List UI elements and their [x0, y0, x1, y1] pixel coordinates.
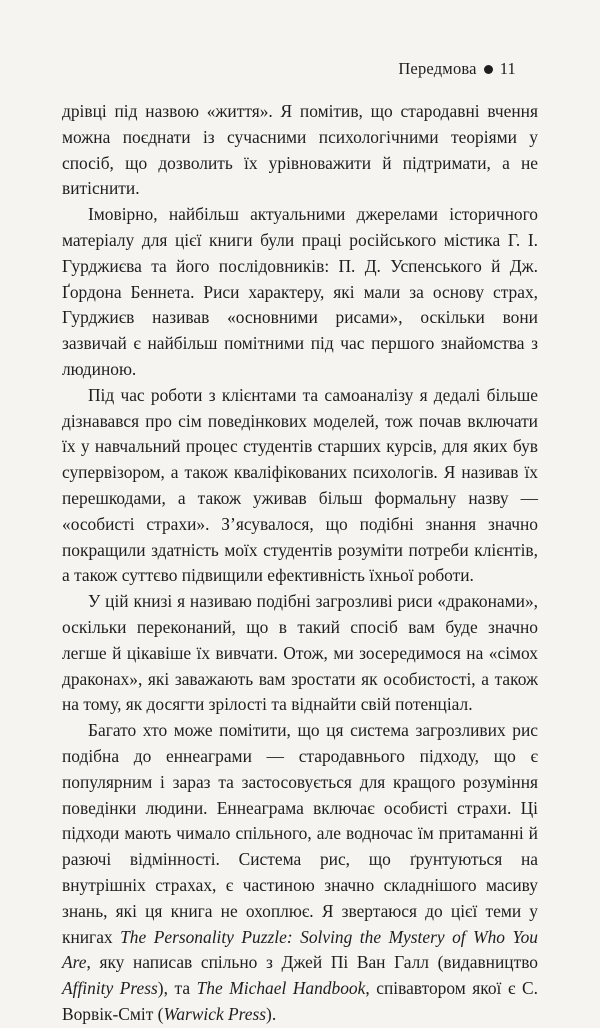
text-run: У цій книзі я називаю подібні загрозливі риси «драконами», оскільки переконаний, що в такий спосіб вам буде значно легше й цікавіше їх вивчати. Отож, ми зосередимося на «сімох драконах», які заважають вам зростати як особистості, а також на тому, як досягти зрілості та віднайти свій потенціал. — [62, 591, 538, 715]
text-run: ). — [266, 1003, 277, 1024]
text-run: Імовірно, найбільш актуальними джерелами історичного матеріалу для цієї книги були праці російського містика Г. І. Гурджиєва та його послідовників: П. Д. Успенського й Дж. Ґордона Беннета. Риси характеру, які мали за основу страх, Гурджиєв називав «основними рисами», оскільки вони зазвичай є найбільш помітними під час першого знайомства з людиною. — [62, 204, 538, 379]
italic-title: The Michael Handbook — [196, 978, 366, 999]
paragraph — [62, 718, 538, 1028]
text-run: , яку написав спільно з Джей Пі Ван Галл (видавництво — [86, 952, 538, 973]
paragraph — [62, 383, 538, 589]
body-text — [62, 99, 538, 1028]
paragraph — [62, 99, 538, 202]
text-run: , співавтором якої є С. Ворвік-Сміт ( — [62, 978, 538, 1024]
text-run: ), та — [157, 978, 197, 999]
text-run: Під час роботи з клієнтами та самоаналізу я дедалі більше дізнавався про сім поведінкових моделей, тож почав включати їх у навчальний процес студентів старших курсів, для яких був супервізором, а також кваліфікованих психологів. Я називав їх перешкодами, а також уживав більш формальну назву — «особисті страхи». З’ясувалося, що подібні знання значно покращили здатність моїх студентів розуміти потреби клієнтів, а також суттєво підвищили ефективність їхньої роботи. — [62, 384, 538, 586]
page-number: 11 — [499, 59, 516, 78]
paragraph — [62, 589, 538, 718]
bullet-separator-icon — [484, 65, 493, 74]
text-run: дрівці під назвою «життя». Я помітив, що стародавні вчення можна поєднати із сучасними психологічними теоріями у спосіб, що дозволить їх урівноважити й підтримати, а не витіснити. — [62, 101, 538, 199]
italic-title: Affinity Press — [62, 978, 158, 999]
italic-title: The Personality Puzzle: Solving the Mystery of Who You Are — [62, 926, 538, 973]
running-head — [398, 59, 516, 79]
section-title: Передмова — [398, 59, 477, 78]
text-run: Багато хто може помітити, що ця система загрозливих рис подібна до еннеаграми — стародавнього підходу, що є популярним і зараз та застосовується для кращого розуміння поведінки людини. Еннеаграма включає особисті страхи. Ці підходи мають чимало спільного, але водночас їм притаманні й разючі відмінності. Система рис, що ґрунтуються на внутрішніх страхах, є частиною значно складнішого масиву знань, які ця книга не охоплює. Я звертаюся до цієї теми у книгах — [62, 720, 538, 947]
paragraph — [62, 202, 538, 383]
italic-title: Warwick Press — [163, 1003, 267, 1024]
